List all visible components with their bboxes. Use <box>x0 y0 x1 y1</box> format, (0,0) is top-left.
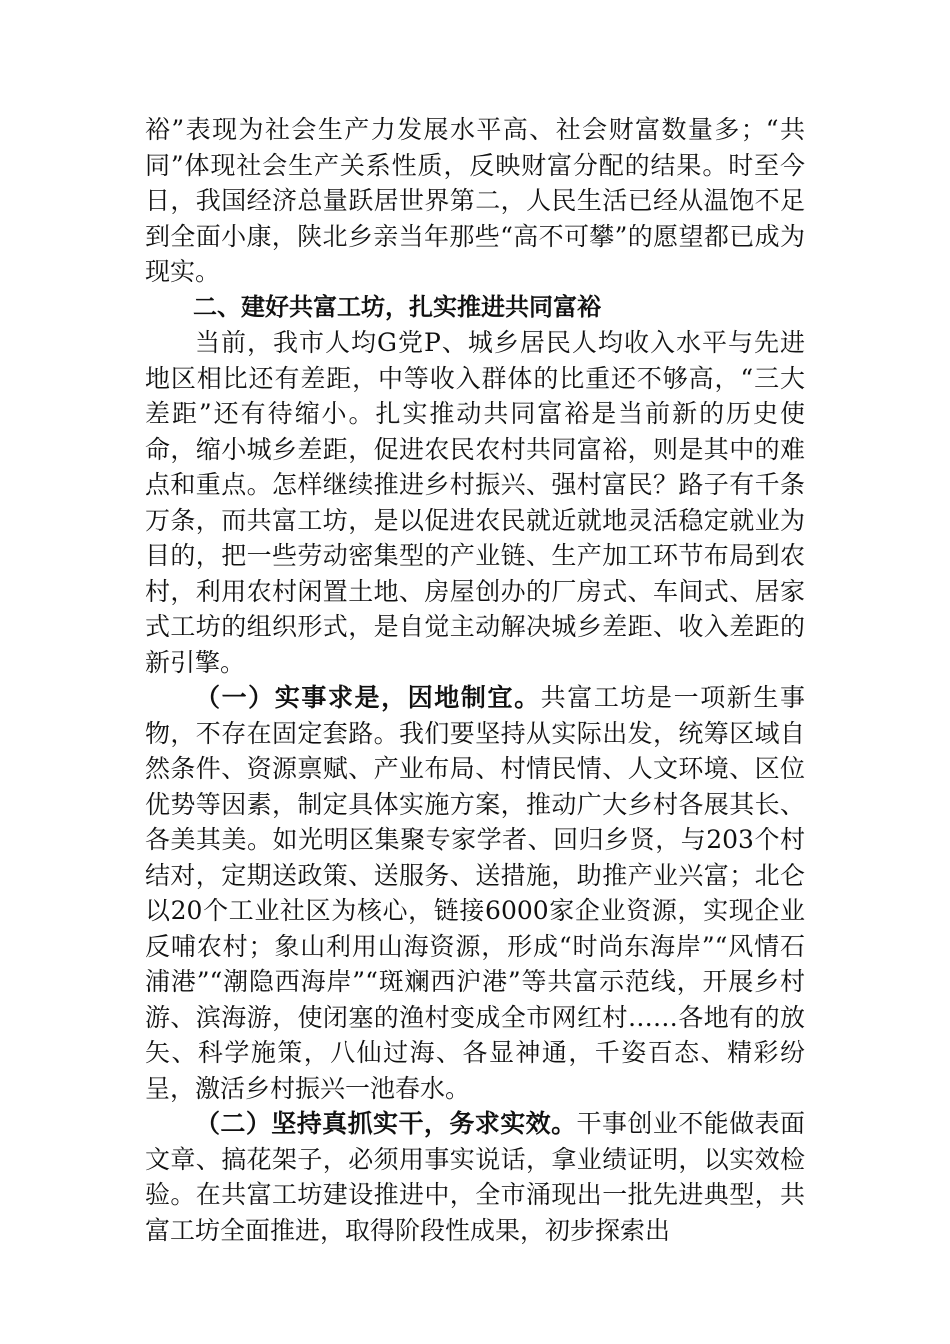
document-page <box>145 112 805 1248</box>
subsection-one-body: 共富工坊是一项新生事物，不存在固定套路。我们要坚持从实际出发，统筹区域自然条件、资源禀赋、产业布局、村情民情、人文环境、区位优势等因素，制定具体实施方案，推动广大乡村各展其长、各美其美。如光明区集聚专家学者、回归乡贤，与203个村结对，定期送政策、送服务、送措施，助推产业兴富；北仑以20个工业社区为核心，链接6000家企业资源，实现企业反哺农村；象山利用山海资源，形成“时尚东海岸”“风情石浦港”“潮隐西海岸”“斑斓西沪港”等共富示范线，开展乡村游、滨海游，使闭塞的渔村变成全市网红村……各地有的放矢、科学施策，八仙过海、各显神通，千姿百态、精彩纷呈，激活乡村振兴一池春水。 <box>145 683 805 1103</box>
subsection-one-heading: （一）实事求是，因地制宜。 <box>195 683 541 712</box>
subsection-two-body: 干事创业不能做表面文章、搞花架子，必须用事实说话，拿业绩证明，以实效检验。在共富工坊建设推进中，全市涌现出一批先进典型，共富工坊全面推进，取得阶段性成果，初步探索出 <box>145 1109 805 1245</box>
paragraph-continued: 裕”表现为社会生产力发展水平高、社会财富数量多；“共同”体现社会生产关系性质，反映财富分配的结果。时至今日，我国经济总量跃居世界第二，人民生活已经从温饱不足到全面小康，陕北乡亲当年那些“高不可攀”的愿望都已成为现实。 <box>145 115 805 286</box>
section-heading: 二、建好共富工坊，扎实推进共同富裕 <box>193 292 601 321</box>
subsection-two-heading: （二）坚持真抓实干，务求实效。 <box>195 1109 577 1138</box>
paragraph-subsection-one <box>145 680 805 1106</box>
paragraph-subsection-two <box>145 1106 805 1248</box>
paragraph-current-situation: 当前，我市人均G党P、城乡居民人均收入水平与先进地区相比还有差距，中等收入群体的比重还不够高，“三大差距”还有待缩小。扎实推动共同富裕是当前新的历史使命，缩小城乡差距，促进农民农村共同富裕，则是其中的难点和重点。怎样继续推进乡村振兴、强村富民？路子有千条万条，而共富工坊，是以促进农民就近就地灵活稳定就业为目的，把一些劳动密集型的产业链、生产加工环节布局到农村，利用农村闲置土地、房屋创办的厂房式、车间式、居家式工坊的组织形式，是自觉主动解决城乡差距、收入差距的新引擎。 <box>145 328 805 677</box>
